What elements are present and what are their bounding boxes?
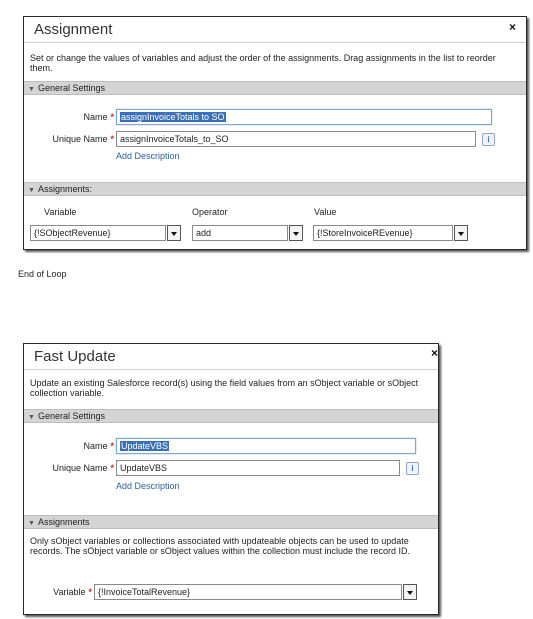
close-icon[interactable]: ×	[431, 346, 439, 360]
fast-update-header	[24, 344, 438, 370]
general-settings-section[interactable]	[24, 81, 526, 95]
dialog-title: Assignment	[34, 21, 113, 38]
operator-column-header: Operator	[192, 207, 228, 217]
section-label: Assignments:	[37, 184, 92, 194]
add-description-link[interactable]: Add Description	[116, 481, 180, 491]
name-input[interactable]: assignInvoiceTotals to SO	[116, 109, 492, 125]
close-icon[interactable]: ×	[508, 20, 516, 34]
required-marker: *	[110, 134, 114, 144]
required-marker: *	[110, 463, 114, 473]
collapse-triangle-icon: ▼	[28, 187, 35, 194]
dialog-description: Update an existing Salesforce record(s) using the field values from an sObject variable or sObject collection variable.	[30, 378, 419, 398]
required-marker: *	[110, 112, 114, 122]
name-label: Name *	[83, 441, 114, 451]
info-icon[interactable]: i	[482, 133, 495, 146]
variable-select[interactable]: {!InvoiceTotalRevenue}	[94, 584, 402, 600]
collapse-triangle-icon: ▼	[28, 520, 35, 527]
chevron-down-icon[interactable]	[167, 225, 181, 241]
unique-name-label: Unique Name *	[52, 463, 114, 473]
name-label: Name *	[83, 112, 114, 122]
value-select[interactable]: {!StoreInvoiceREvenue}	[313, 225, 453, 241]
end-of-loop-label: End of Loop	[18, 269, 67, 279]
chevron-down-icon[interactable]	[403, 584, 417, 600]
info-icon[interactable]: i	[406, 462, 419, 475]
assignments-section[interactable]	[24, 515, 438, 529]
name-input[interactable]: UpdateVBS	[116, 438, 416, 454]
required-marker: *	[110, 441, 114, 451]
unique-name-label: Unique Name *	[52, 134, 114, 144]
operator-select[interactable]: add	[192, 225, 288, 241]
assignment-dialog	[23, 16, 527, 250]
variable-label: Variable *	[53, 587, 92, 597]
section-label: Assignments	[37, 517, 90, 527]
variable-column-header: Variable	[44, 207, 77, 217]
dialog-title: Fast Update	[34, 348, 116, 365]
section-label: General Settings	[37, 83, 105, 93]
section-label: General Settings	[37, 411, 105, 421]
assignments-section[interactable]	[24, 182, 526, 196]
unique-name-input[interactable]: UpdateVBS	[116, 460, 400, 476]
required-marker: *	[88, 587, 92, 597]
assignments-description: Only sObject variables or collections associated with updateable objects can be used to update records. The sObject variable or sObject values within the collection must include the record ID.	[30, 536, 411, 556]
variable-select[interactable]: {!SObjectRevenue}	[30, 225, 166, 241]
chevron-down-icon[interactable]	[454, 225, 468, 241]
value-column-header: Value	[314, 207, 337, 217]
assignment-header	[24, 17, 526, 43]
chevron-down-icon[interactable]	[289, 225, 303, 241]
collapse-triangle-icon: ▼	[28, 414, 35, 421]
add-description-link[interactable]: Add Description	[116, 151, 180, 161]
collapse-triangle-icon: ▼	[28, 86, 35, 93]
general-settings-section[interactable]	[24, 409, 438, 423]
fast-update-dialog	[23, 343, 439, 615]
dialog-description: Set or change the values of variables and adjust the order of the assignments. Drag assignments in the list to reorder them.	[30, 53, 496, 73]
unique-name-input[interactable]: assignInvoiceTotals_to_SO	[116, 131, 476, 147]
